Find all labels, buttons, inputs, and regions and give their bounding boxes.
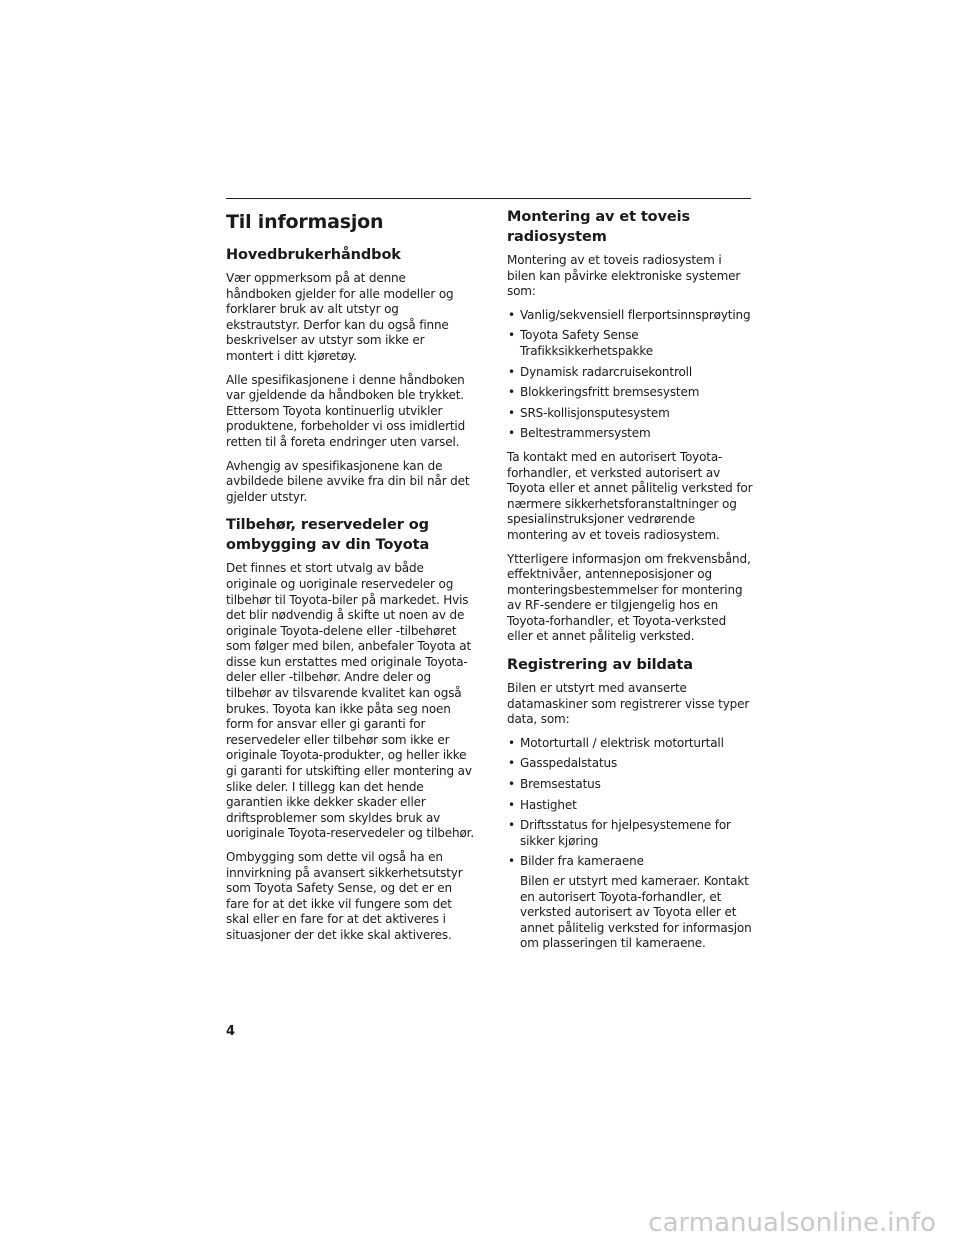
- camera-note: Bilen er utstyrt med kameraer. Kontakt en autorisert Toyota-forhandler, et verksted autorisert av Toyota eller et annet pålitelig verksted for informasjon om plasseringen til kameraene.: [520, 874, 752, 951]
- section-heading-vehicle-data: Registrering av bildata: [507, 657, 693, 674]
- top-divider: [226, 198, 751, 199]
- section-heading-main-manual: Hovedbrukerhåndbok: [226, 247, 401, 263]
- bullet-icon: •: [508, 426, 515, 441]
- bullet-icon: •: [508, 818, 515, 833]
- paragraph: Avhengig av spesifikasjonene kan de avbildede bilene avvike fra din bil når det gjelder utstyr.: [226, 458, 470, 504]
- page-number: 4: [226, 1024, 236, 1039]
- bullet-icon: •: [508, 756, 515, 771]
- list-item: • Motorturtall / elektrisk motorturtall: [508, 735, 724, 750]
- bullet-icon: •: [508, 405, 515, 420]
- section-heading-radio-system: Montering av et toveis radiosystem: [507, 209, 691, 245]
- bullet-icon: •: [508, 854, 515, 869]
- paragraph: Alle spesifikasjonene i denne håndboken var gjeldende da håndboken ble trykket. Ettersom Toyota kontinuerlig utvikler produktene, forbeholder vi oss imidlertid retten til å foreta endringer uten varsel.: [226, 372, 466, 449]
- bullet-icon: •: [508, 328, 515, 343]
- bullet-icon: •: [508, 307, 515, 322]
- bullet-icon: •: [508, 364, 515, 379]
- list-item: • Vanlig/sekvensiell flerportsinnsprøyting: [508, 307, 751, 322]
- list-item: • Blokkeringsfritt bremsesystem: [508, 385, 700, 400]
- paragraph: Det finnes et stort utvalg av både originale og uoriginale reservedeler og tilbehør til Toyota-biler på markedet. Hvis det blir nødvendig å skifte ut noen av de originale Toyota-delene eller -tilbehøret som følger med bilen, anbefaler Toyota at disse kun erstattes med originale Toyota-deler eller -tilbehør. Andre deler og tilbehør av tilsvarende kvalitet kan også brukes. Toyota kan ikke påta seg noen form for ansvar eller gi garanti for reservedeler eller tilbehør som ikke er originale Toyota-produkter, og heller ikke gi garanti for utskifting eller montering av slike deler. I tillegg kan det hende garantien ikke dekker skader eller driftsproblemer som skyldes bruk av uoriginale Toyota-reservedeler og tilbehør.: [226, 561, 474, 841]
- paragraph: Ombygging som dette vil også ha en innvirkning på avansert sikkerhetsutstyr som Toyota Safety Sense, og det er en fare for at det ikke vil fungere som det skal eller en fare for at det aktiveres i situasjoner der det ikke skal aktiveres.: [226, 850, 463, 942]
- section-heading-accessories: Tilbehør, reservedeler og ombygging av din Toyota: [226, 517, 430, 554]
- list-item: • Bremsestatus: [508, 777, 601, 792]
- right-column: [507, 205, 753, 960]
- list-item: • Beltestrammersystem: [508, 426, 651, 441]
- list-item: • Dynamisk radarcruisekontroll: [508, 364, 693, 379]
- bullet-icon: •: [508, 385, 515, 400]
- list-item: • Bilder fra kameraene Bilen er utstyrt med kameraer. Kontakt en autorisert Toyota-forhandler, et verksted autorisert av Toyota eller et annet pålitelig verksted for informasjon om plasseringen til kameraene.: [508, 854, 752, 951]
- list-item: • Gasspedalstatus: [508, 756, 618, 771]
- page-title: Til informasjon: [226, 211, 384, 233]
- list-item: • Toyota Safety Sense Trafikksikkerhetspakke: [508, 328, 653, 358]
- bullet-icon: •: [508, 797, 515, 812]
- list-item: • Hastighet: [508, 797, 577, 812]
- list-item: • SRS-kollisjonsputesystem: [508, 405, 670, 420]
- paragraph: Bilen er utstyrt med avanserte datamaskiner som registrerer visse typer data, som:: [507, 681, 750, 727]
- watermark: carmanualsonline.info: [648, 1208, 936, 1238]
- vehicle-data-list: [507, 736, 753, 952]
- paragraph: Montering av et toveis radiosystem i bilen kan påvirke elektroniske systemer som:: [507, 253, 741, 299]
- paragraph: Vær oppmerksom på at denne håndboken gjelder for alle modeller og forklarer bruk av alt utstyr og ekstrautstyr. Derfor kan du også finne beskrivelser av utstyr som ikke er montert i ditt kjøretøy.: [226, 271, 454, 363]
- paragraph: Ta kontakt med en autorisert Toyota-forhandler, et verksted autorisert av Toyota eller et annet pålitelig verksted for nærmere sikkerhetsforanstaltninger og spesialinstruksjoner vedrørende montering av et toveis radiosystem.: [507, 449, 753, 542]
- bullet-icon: •: [508, 735, 515, 750]
- radio-systems-list: [507, 308, 753, 442]
- bullet-icon: •: [508, 777, 515, 792]
- list-item: • Driftsstatus for hjelpesystemene for sikker kjøring: [508, 818, 731, 848]
- left-column: [226, 205, 474, 952]
- paragraph: Ytterligere informasjon om frekvensbånd, effektnivåer, antenneposisjoner og monteringsbestemmelser for montering av RF-sendere er tilgjengelig hos en Toyota-forhandler, et Toyota-verksted eller et annet pålitelig verksted.: [507, 551, 751, 644]
